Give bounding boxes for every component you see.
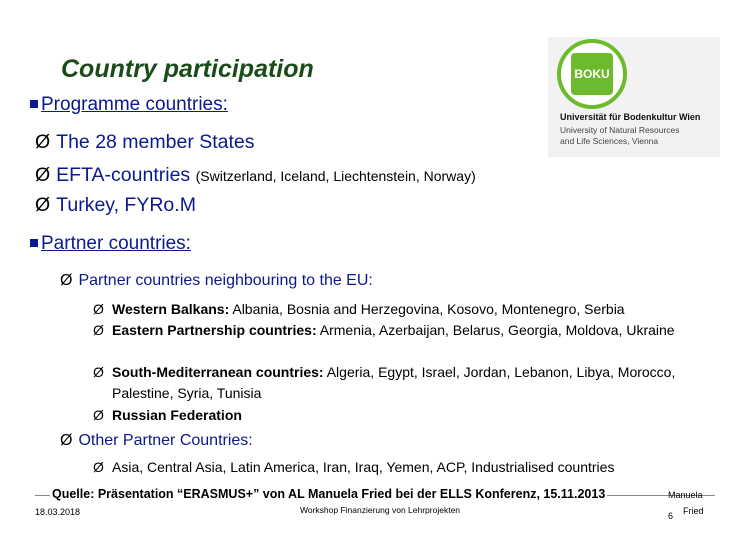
region-countries: Algeria, Egypt, Israel, Jordan, Lebanon, Libya, Morocco, Palestine, Syria, Tunisia — [112, 364, 676, 401]
programme-item-note: (Switzerland, Iceland, Liechtenstein, Norway) — [195, 168, 476, 184]
region-item-text — [112, 320, 712, 341]
region-item-text — [112, 362, 712, 404]
logo-line-1: Universität für Bodenkultur Wien — [560, 112, 701, 122]
slide-title: Country participation — [61, 55, 314, 83]
region-countries: Albania, Bosnia and Herzegovina, Kosovo, Montenegro, Serbia — [229, 301, 625, 317]
programme-item-text: The 28 member States — [56, 131, 255, 153]
region-name: Eastern Partnership countries: — [112, 322, 317, 338]
boku-logo — [548, 37, 720, 157]
footer-author-last: Fried — [683, 506, 704, 516]
footer-workshop: Workshop Finanzierung von Lehrprojekten — [300, 505, 461, 515]
arrow-bullet-icon: Ø — [35, 131, 51, 153]
region-name: Russian Federation — [112, 407, 242, 423]
arrow-bullet-icon: Ø — [93, 364, 104, 380]
programme-item-text: Turkey, FYRo.M — [56, 194, 196, 216]
other-region-text: Asia, Central Asia, Latin America, Iran, Iraq, Yemen, ACP, Industrialised countries — [112, 459, 615, 475]
partner-heading — [30, 233, 191, 255]
other-partners-heading-text: Other Partner Countries: — [78, 432, 253, 449]
square-bullet-icon — [30, 239, 38, 247]
logo-mark: BOKU — [571, 53, 613, 95]
region-item — [93, 299, 713, 321]
arrow-bullet-icon: Ø — [93, 459, 104, 475]
other-partners-heading — [60, 432, 253, 450]
region-countries: Armenia, Azerbaijan, Belarus, Georgia, Moldova, Ukraine — [316, 322, 675, 338]
logo-line-3: and Life Sciences, Vienna — [560, 136, 659, 146]
region-item-text — [112, 405, 712, 426]
region-name: Western Balkans: — [112, 301, 230, 317]
arrow-bullet-icon: Ø — [35, 164, 51, 186]
source-citation: Quelle: Präsentation “ERASMUS+” von AL Manuela Fried bei der ELLS Konferenz, 15.11.2013 — [52, 487, 606, 501]
region-item-text — [112, 299, 712, 320]
region-item — [93, 320, 713, 362]
programme-item — [35, 164, 476, 187]
page-number: 6 — [668, 511, 674, 521]
region-item — [93, 362, 713, 404]
arrow-bullet-icon: Ø — [93, 301, 104, 317]
arrow-bullet-icon: Ø — [60, 272, 73, 289]
neighbouring-heading-text: Partner countries neighbouring to the EU: — [78, 272, 373, 289]
partner-heading-text: Partner countries: — [41, 233, 191, 254]
programme-heading-text: Programme countries: — [41, 94, 228, 115]
programme-heading — [30, 94, 228, 116]
arrow-bullet-icon: Ø — [35, 194, 51, 216]
programme-item — [35, 194, 196, 217]
arrow-bullet-icon: Ø — [93, 322, 104, 338]
footer-date: 18.03.2018 — [35, 507, 81, 517]
arrow-bullet-icon: Ø — [93, 407, 104, 423]
footer-author-first: Manuela — [668, 490, 703, 500]
arrow-bullet-icon: Ø — [60, 432, 73, 449]
other-region-item — [93, 457, 713, 479]
region-name: South-Mediterranean countries: — [112, 364, 324, 380]
logo-emblem — [557, 39, 627, 109]
logo-line-2: University of Natural Resources — [560, 125, 680, 135]
region-item — [93, 405, 713, 427]
programme-item-text: EFTA-countries — [56, 164, 191, 186]
programme-item — [35, 131, 255, 154]
neighbouring-heading — [60, 272, 373, 290]
square-bullet-icon — [30, 100, 38, 108]
